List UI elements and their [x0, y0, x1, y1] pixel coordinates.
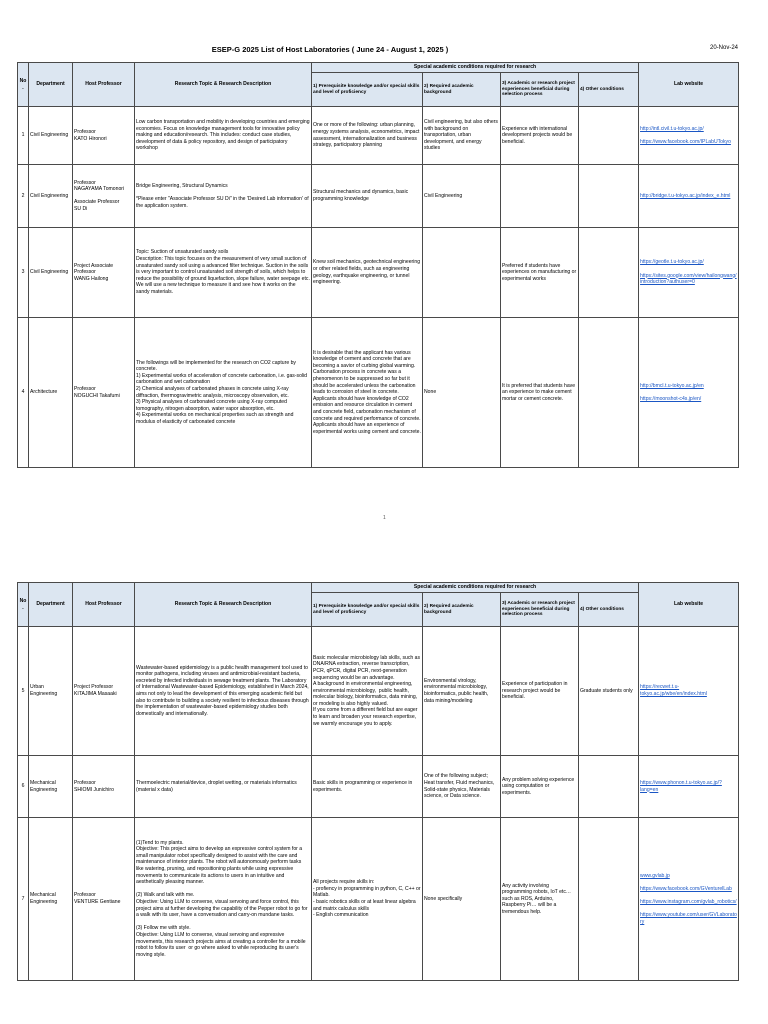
row-lab-website: [639, 228, 739, 318]
col-header-topic: Research Topic & Research Description: [135, 63, 312, 107]
row-lab-website: [639, 107, 739, 165]
col-header-department: Department: [29, 63, 73, 107]
table-row: [18, 627, 739, 756]
table-row: [18, 228, 739, 318]
lab-link[interactable]: https://www.youtube.com/user/GVLaboratory: [640, 912, 737, 925]
row-other: [579, 107, 639, 165]
col-header-prerequisite: 1) Prerequisite knowledge and/or special skills and level of proficiency: [312, 73, 423, 107]
lab-link[interactable]: https://www.facebook.com/IPLabUTokyo: [640, 138, 731, 145]
row-experience: Any problem solving experience using computation or experiments.: [501, 756, 579, 818]
col-header-lab: Lab website: [639, 63, 739, 107]
row-experience: Experience with international development projects would be beneficial.: [501, 107, 579, 165]
lab-link[interactable]: https://recwet.t.u-tokyo.ac.jp/wbe/en/index.html: [640, 684, 707, 697]
row-department: Civil Engineering: [29, 107, 73, 165]
row-lab-website: [639, 756, 739, 818]
col-header-host: Host Professor: [73, 583, 135, 627]
document-date: 20-Nov-24: [709, 45, 738, 51]
row-experience: Preferred if students have experiences on manufacturing or experimental works: [501, 228, 579, 318]
row-academic-background: None: [423, 318, 501, 468]
row-host: Project Associate Professor WANG Hailong: [73, 228, 135, 318]
row-department: Architecture: [29, 318, 73, 468]
row-prerequisite: All projects require skills in: - profiency in programming in python, C, C++ or Matlab. - basic robotics skills or at least linear algebra and matrix calculus skills - English communication: [312, 818, 423, 981]
row-topic: (1)Tend to my plants. Objective: This project aims to develop an expressive control system for a small manipulator robot specifically designed to assist with the care and maintenance of interior plants. The robot will autonomously perform tasks like watering, pruning, and repositioning plants while using expressive movements to communicate its actions to users in an intuitive and aesthetically pleasing manner. (2) Walk and talk with me. Objective: Using LLM to converse, visual servoing and force control, this project aims at further developing the capability of the Pepper robot to go for a walk with its user, have a conversation and carry-on mundane tasks. (3) Follow me with style. Objective: Using LLM to converse, visual servoing and expressive movements, this research projects aims at creating a controller for a mobile robot to follow its user or go where asked to while reproducing its user's moving style.: [135, 818, 312, 981]
document-title: ESEP-G 2025 List of Host Laboratories ( June 24 - August 1, 2025 ): [211, 45, 449, 54]
col-header-academic-background: 2) Required academic background: [423, 593, 501, 627]
col-header-no: No.: [18, 583, 29, 627]
col-header-topic: Research Topic & Research Description: [135, 583, 312, 627]
row-host: Professor NOGUCHI Takafumi: [73, 318, 135, 468]
row-lab-website: [639, 627, 739, 756]
table-row: [18, 165, 739, 228]
col-header-prerequisite: 1) Prerequisite knowledge and/or special skills and level of proficiency: [312, 593, 423, 627]
col-header-special: Special academic conditions required for research: [312, 63, 639, 73]
row-no: 4: [18, 318, 29, 468]
row-prerequisite: Basic skills in programming or experience in experiments.: [312, 756, 423, 818]
row-department: Civil Engineering: [29, 228, 73, 318]
page-number: 1: [383, 515, 386, 521]
row-lab-website: [639, 318, 739, 468]
row-lab-website: [639, 818, 739, 981]
col-header-special: Special academic conditions required for research: [312, 583, 639, 593]
row-topic: Low carbon transportation and mobility in developing countries and emerging economies. Focus on knowledge management tools for innovative policy making and education/research. This includes: conduct case studies, development of data & policy repository, and design of participatory workshop: [135, 107, 312, 165]
row-experience: It is preferred that students have an experience to make cement mortar or cement concrete.: [501, 318, 579, 468]
header-row-top: [18, 63, 739, 73]
row-topic: Bridge Engineering, Structural Dynamics *Please enter "Associate Professor SU Di" in the 'Desired Lab information' of the application system.: [135, 165, 312, 228]
row-academic-background: [423, 228, 501, 318]
lab-link[interactable]: http://intl.civil.t.u-tokyo.ac.jp/: [640, 125, 704, 132]
lab-link[interactable]: https://sites.google.com/view/hailongwang/introduction?authuser=0: [640, 272, 737, 286]
row-prerequisite: One or more of the following: urban planning, energy systems analysis, econometrics, impact assessment, internationalization and business strategy, participatory planning: [312, 107, 423, 165]
lab-link[interactable]: https://geotle.t.u-tokyo.ac.jp/: [640, 259, 704, 266]
row-topic: Topic: Suction of unsaturated sandy soils Description: This topic focuses on the measurement of very small suction of unsaturated sandy soil using a advanced filter technique. Suction in the soils is very important to control unsaturated soil strength of soils, which helps to reduce the possibility of ground liquefaction, slope failure, water seepage etc. We will use a new technique to measure it and see how it works on the sandy materials.: [135, 228, 312, 318]
row-prerequisite: Structural mechanics and dynamics, basic programming knowledge: [312, 165, 423, 228]
row-department: Urban Engineering: [29, 627, 73, 756]
row-department: Civil Engineering: [29, 165, 73, 228]
row-host: Professor KATO Hironori: [73, 107, 135, 165]
lab-link[interactable]: http://bridge.t.u-tokyo.ac.jp/index_e.html: [640, 192, 731, 199]
row-no: 5: [18, 627, 29, 756]
row-other: Graduate students only: [579, 627, 639, 756]
col-header-academic-background: 2) Required academic background: [423, 73, 501, 107]
row-academic-background: Civil engineering, but also others with background on transportation, urban development, and energy studies: [423, 107, 501, 165]
host-lab-table-page-2: [17, 582, 739, 981]
row-other: [579, 228, 639, 318]
row-no: 6: [18, 756, 29, 818]
lab-link[interactable]: https://moonshot-c4s.jp/en/: [640, 395, 702, 402]
row-other: [579, 818, 639, 981]
col-header-host: Host Professor: [73, 63, 135, 107]
table-row: [18, 818, 739, 981]
row-no: 2: [18, 165, 29, 228]
col-header-experience: 3) Academic or research project experiences beneficial during selection process: [501, 593, 579, 627]
row-prerequisite: It is desirable that the applicant has various knowledge of cement and concrete that are becoming a savior of curbing global warming. Carbonation process in concrete was a phenomenon to be suppressed so far but it should be accelerated unless the carbonation leads to corrosion of steel in concrete. Applicants should have knowledge of CO2 emission and resource circulation in cement and concrete field, carbonation mechanism of concrete and required performance of concrete. Applicants should have an experience of experimental works using cement and concrete.: [312, 318, 423, 468]
lab-link[interactable]: www.gvlab.jp: [640, 872, 670, 879]
table-row: [18, 318, 739, 468]
row-host: Professor VENTURE Gentiane: [73, 818, 135, 981]
lab-link[interactable]: http://bmcl.t.u-tokyo.ac.jp/en: [640, 382, 704, 389]
row-experience: Experience of participation in research project would be beneficial.: [501, 627, 579, 756]
lab-link[interactable]: https://www.phonon.t.u-tokyo.ac.jp/?lang=en: [640, 779, 722, 793]
row-experience: [501, 165, 579, 228]
col-header-experience: 3) Academic or research project experiences beneficial during selection process: [501, 73, 579, 107]
row-host: Professor NAGAYAMA Tomonori Associate Professor SU Di: [73, 165, 135, 228]
row-experience: Any activity involving programming robots, IoT etc… such as ROS, Arduino, Raspberry Pi… will be a tremendous help.: [501, 818, 579, 981]
row-topic: The followings will be implemented for the research on CO2 capture by concrete. 1) Experimental works of acceleration of concrete carbonation, i.e. gas-solid carbonation and wet carbonation 2) Chemical analyses of carbonated phases in concrete using X-ray diffraction, thermogravimetric analysis, microscopy observation, etc. 3) Physical analyses of carbonated concrete using X-ray computed tomography, nitrogen absorption, water vapor absorption, etc. 4) Experimental works on mechanical properties such as strength and modulus of elasticity of carbonated concrete: [135, 318, 312, 468]
row-department: Mechanical Engineering: [29, 818, 73, 981]
lab-link[interactable]: https://www.facebook.com/GVenturelLab: [640, 885, 732, 892]
row-topic: Thermoelectric material/device, droplet wetting, or materials informatics (material x data): [135, 756, 312, 818]
col-header-lab: Lab website: [639, 583, 739, 627]
header-row-top: [18, 583, 739, 593]
row-lab-website: [639, 165, 739, 228]
col-header-other: 4) Other conditions: [579, 73, 639, 107]
row-academic-background: Environmental virology, environmental microbiology, bioinformatics, public health, data mining/modeling: [423, 627, 501, 756]
row-host: Professor SHIOMI Junichiro: [73, 756, 135, 818]
table-row: [18, 756, 739, 818]
row-academic-background: One of the following subject; Heat transfer, Fluid mechanics, Solid-state physics, Materials science, or Data science.: [423, 756, 501, 818]
row-no: 7: [18, 818, 29, 981]
host-lab-table-page-1: [17, 62, 739, 468]
row-other: [579, 318, 639, 468]
row-no: 3: [18, 228, 29, 318]
row-prerequisite: Basic molecular microbiology lab skills, such as DNA/RNA extraction, reverse transcription, PCR, qPCR, digital PCR, next-generation sequencing would be an advantage. A background in environmental engineering, environmental microbiology, public health, molecular biology, bioinformatics, data mining, or modeling is also highly valued. If you come from a different field but are eager to learn and broaden your research expertise, we warmly encourage you to apply.: [312, 627, 423, 756]
row-other: [579, 165, 639, 228]
col-header-other: 4) Other conditions: [579, 593, 639, 627]
row-host: Project Professor KITAJIMA Masaaki: [73, 627, 135, 756]
row-topic: Wastewater-based epidemiology is a public health management tool used to monitor pathogens, including viruses and antimicrobial-resistant bacteria, excreted by infected individuals in sewage treatment plants. The Laboratory of International Wastewater-based Epidemiology, established in March 2024, aims not only to lead the development of this emerging academic field but also to contribute to building a society resilient to infectious diseases through the implementation of wastewater-based epidemiology studies both domestically and internationally.: [135, 627, 312, 756]
col-header-no: No.: [18, 63, 29, 107]
row-academic-background: Civil Engineering: [423, 165, 501, 228]
col-header-department: Department: [29, 583, 73, 627]
table-row: [18, 107, 739, 165]
row-prerequisite: Knew soil mechanics, geotechnical engineering or other related fields, such as engineering geology, earthquake engineering, or tunnel engineering.: [312, 228, 423, 318]
row-no: 1: [18, 107, 29, 165]
row-academic-background: None specifically: [423, 818, 501, 981]
lab-link[interactable]: https://www.instagram.com/gvlab_robotics/: [640, 899, 737, 905]
row-other: [579, 756, 639, 818]
row-department: Mechanical Engineering: [29, 756, 73, 818]
